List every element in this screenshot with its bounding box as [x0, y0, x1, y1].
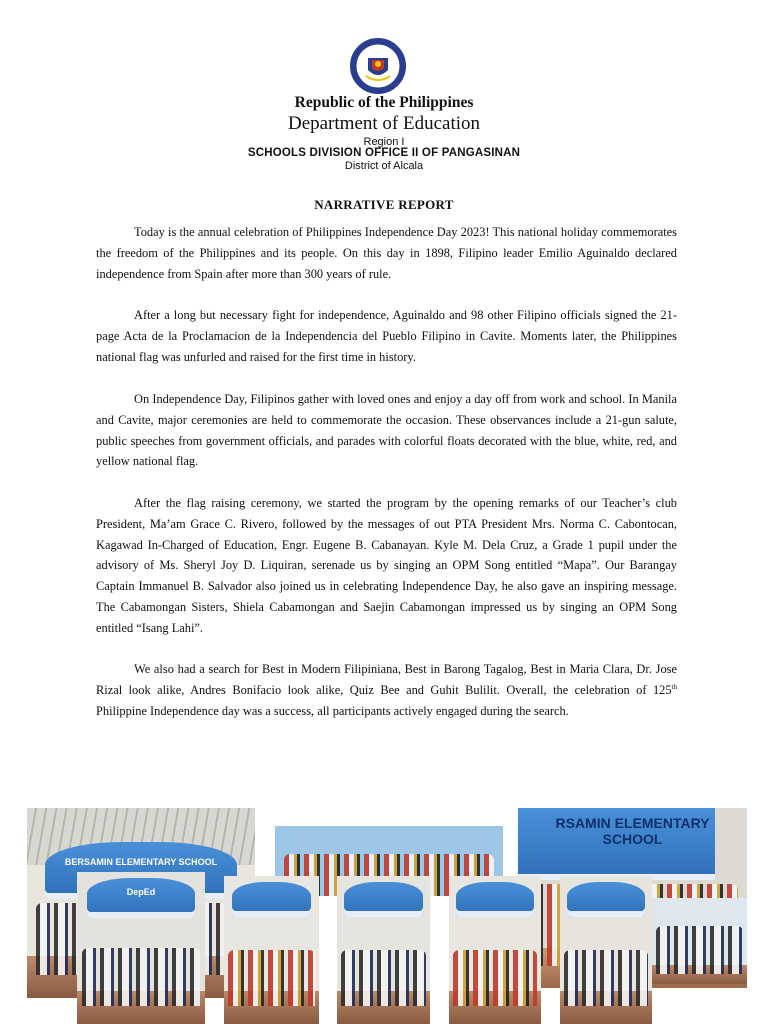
photo-stage-wide: BERSAMIN ELEMENTARY SCHOOL	[27, 808, 255, 998]
photo-officials: RSAMIN ELEMENTARY SCHOOL	[518, 808, 747, 988]
photo-group-6	[652, 898, 747, 984]
republic-heading: Republic of the Philippines	[294, 94, 474, 111]
photo-group-5	[560, 876, 652, 1024]
paragraph-5: We also had a search for Best in Modern Filipiniana, Best in Barong Tagalog, Best in Maria Clara, Dr. Jose Rizal look alike, Andres Bonifacio look alike, Quiz Bee and Guhit Bulilit. Overall, the celebration of 125th Philippine Independence day was a success, all participants actively engaged during the search.	[96, 662, 677, 718]
division-line: SCHOOLS DIVISION OFFICE II OF PANGASINAN	[247, 147, 521, 159]
photo-group-4	[449, 876, 541, 1024]
paragraph-2: After a long but necessary fight for independence, Aguinaldo and 98 other Filipino officials signed the 21-page Acta de la Proclamacion de la Independencia del Pueblo Filipino in Cavite. Moments later, the Philippines national flag was unfurled and raised for the first time in history.	[96, 308, 677, 364]
district-line: District of Alcala	[344, 160, 424, 172]
deped-seal-logo	[346, 38, 410, 94]
report-title: NARRATIVE REPORT	[314, 197, 454, 212]
paragraph-1: Today is the annual celebration of Philippines Independence Day 2023! This national holiday commemorates the freedom of the Philippines and its people. On this day in 1898, Filipino leader Emilio Aguinaldo declared independence from Spain after more than 300 years of rule.	[96, 225, 677, 281]
paragraph-3: On Independence Day, Filipinos gather with loved ones and enjoy a day off from work and school. In Manila and Cavite, major ceremonies are held to commemorate the occasion. These observances include a 21-gun salute, public speeches from government officials, and parades with colorful floats decorated with the blue, white, red, and yellow national flag.	[96, 392, 677, 469]
photo-group-1: DepEd	[77, 872, 205, 1024]
paragraph-4: After the flag raising ceremony, we started the program by the opening remarks of our Teacher’s club President, Ma’am Grace C. Rivero, followed by the messages of out PTA President Mrs. Norma C. Cabontocan, Kagawad In-Charged of Education, Engr. Eugene B. Cabanayan. Kyle M. Dela Cruz, a Grade 1 pupil under the advisory of Ms. Sheryl Joy D. Liquiran, serenade us by singing an OPM Song entitled “Mapa”. Our Barangay Captain Immanuel B. Salvador also joined us in celebrating Independence Day, he also gave an inspiring message. The Cabamongan Sisters, Shiela Cabamongan and Saejin Cabamongan impressed us by singing an OPM Song entitled “Isang Lahi”.	[96, 496, 677, 635]
photo-collage	[0, 800, 768, 1024]
photo-group-2	[224, 876, 319, 1024]
region-line: Region I	[363, 136, 405, 148]
photo-group-3	[337, 876, 430, 1024]
department-heading: Department of Education	[287, 113, 481, 134]
